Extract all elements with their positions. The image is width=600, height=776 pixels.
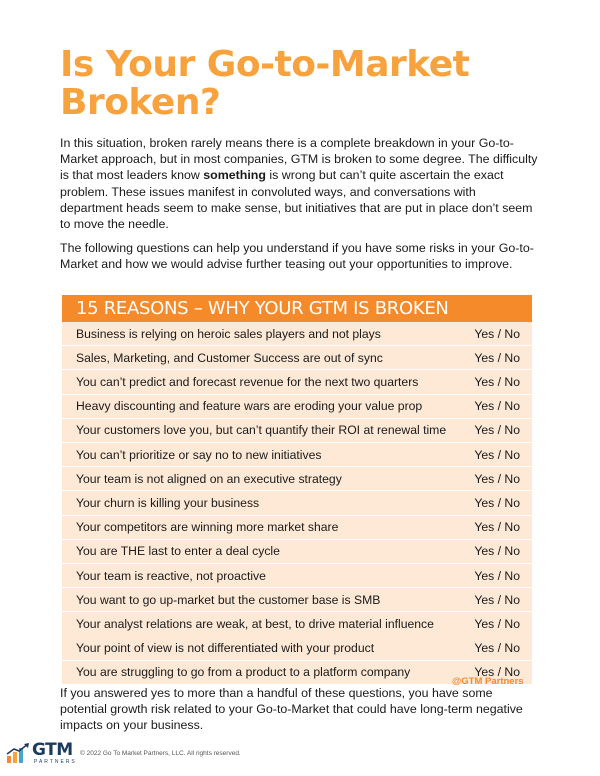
table-row (62, 370, 532, 393)
table-row (62, 588, 532, 611)
question-intro-paragraph: The following questions can help you understand if you have some risks in your Go-to-Market and how we would advise further teasing out your opportunities to improve. (60, 241, 534, 272)
page-title: Is Your Go-to-Market Broken? (60, 44, 470, 123)
reason-text: Your team is not aligned on an executive strategy (76, 471, 342, 486)
yes-no-answer: Yes / No (474, 616, 520, 631)
table-row (62, 443, 532, 466)
yes-no-answer: Yes / No (474, 568, 520, 583)
table-row (62, 612, 532, 635)
yes-no-answer: Yes / No (474, 447, 520, 462)
reason-text: You want to go up-market but the customer base is SMB (76, 592, 381, 607)
table-row (62, 395, 532, 418)
table-row (62, 516, 532, 539)
yes-no-answer: Yes / No (474, 375, 520, 390)
reason-text: Your customers love you, but can’t quantify their ROI at renewal time (76, 423, 447, 438)
reason-text: Your point of view is not differentiated with your product (76, 641, 375, 656)
table-row (62, 540, 532, 563)
table-row (62, 467, 532, 490)
yes-no-answer: Yes / No (474, 641, 520, 656)
reason-text: You can’t prioritize or say no to new initiatives (76, 447, 322, 462)
conclusion-paragraph: If you answered yes to more than a handful of these questions, you have some potential growth risk related to your Go-to-Market that could have long-term negative impacts on your business. (60, 686, 523, 733)
table-row (62, 322, 532, 345)
yes-no-answer: Yes / No (474, 665, 520, 680)
yes-no-answer: Yes / No (474, 495, 520, 510)
reason-text: Heavy discounting and feature wars are eroding your value prop (76, 399, 423, 414)
table-row (62, 491, 532, 514)
yes-no-answer: Yes / No (474, 592, 520, 607)
table-row (62, 636, 532, 659)
table-row (62, 346, 532, 369)
copyright: © 2022 Go To Market Partners, LLC. All rights reserved. (80, 750, 241, 757)
yes-no-answer: Yes / No (474, 399, 520, 414)
reason-text: You can’t predict and forecast revenue for the next two quarters (76, 375, 419, 390)
reason-text: Business is relying on heroic sales players and not plays (76, 326, 381, 341)
reason-text: Your churn is killing your business (76, 495, 260, 510)
yes-no-answer: Yes / No (474, 350, 520, 365)
intro-text-end: is wrong but can’t quite ascertain the exact problem. These issues manifest in convoluted ways, and conversations with department heads seem to make sense, but initiatives that are put in place don’t seem to move the needle. (60, 168, 533, 232)
watermark: @GTM Partners (452, 676, 524, 687)
yes-no-answer: Yes / No (474, 471, 520, 486)
reason-text: You are THE last to enter a deal cycle (76, 544, 280, 559)
bar-chart-icon (6, 742, 32, 764)
reason-text: Your analyst relations are weak, at best, to drive material influence (76, 616, 434, 631)
reason-text: Your team is reactive, not proactive (76, 568, 266, 583)
logo-text: GTM (32, 740, 73, 760)
yes-no-answer: Yes / No (474, 423, 520, 438)
reasons-table-header: 15 REASONS – WHY YOUR GTM IS BROKEN (62, 295, 532, 322)
gtm-logo (6, 740, 77, 766)
intro-bold-word: something (203, 168, 266, 183)
logo-subtext: PARTNERS (34, 759, 77, 765)
yes-no-answer: Yes / No (474, 520, 520, 535)
intro-paragraph (60, 135, 540, 232)
reason-text: Sales, Marketing, and Customer Success are out of sync (76, 350, 383, 365)
intro-text-start: In this situation, broken rarely means there is a complete breakdown in your Go-to-Market approach, but in most companies, GTM is broken to some degree. The difficulty is that most leaders know (60, 136, 538, 183)
reason-text: Your competitors are winning more market share (76, 520, 339, 535)
reason-text: You are struggling to go from a product to a platform company (76, 665, 411, 680)
yes-no-answer: Yes / No (474, 326, 520, 341)
table-row (62, 419, 532, 442)
reasons-table (62, 322, 532, 685)
yes-no-answer: Yes / No (474, 544, 520, 559)
table-row (62, 564, 532, 587)
